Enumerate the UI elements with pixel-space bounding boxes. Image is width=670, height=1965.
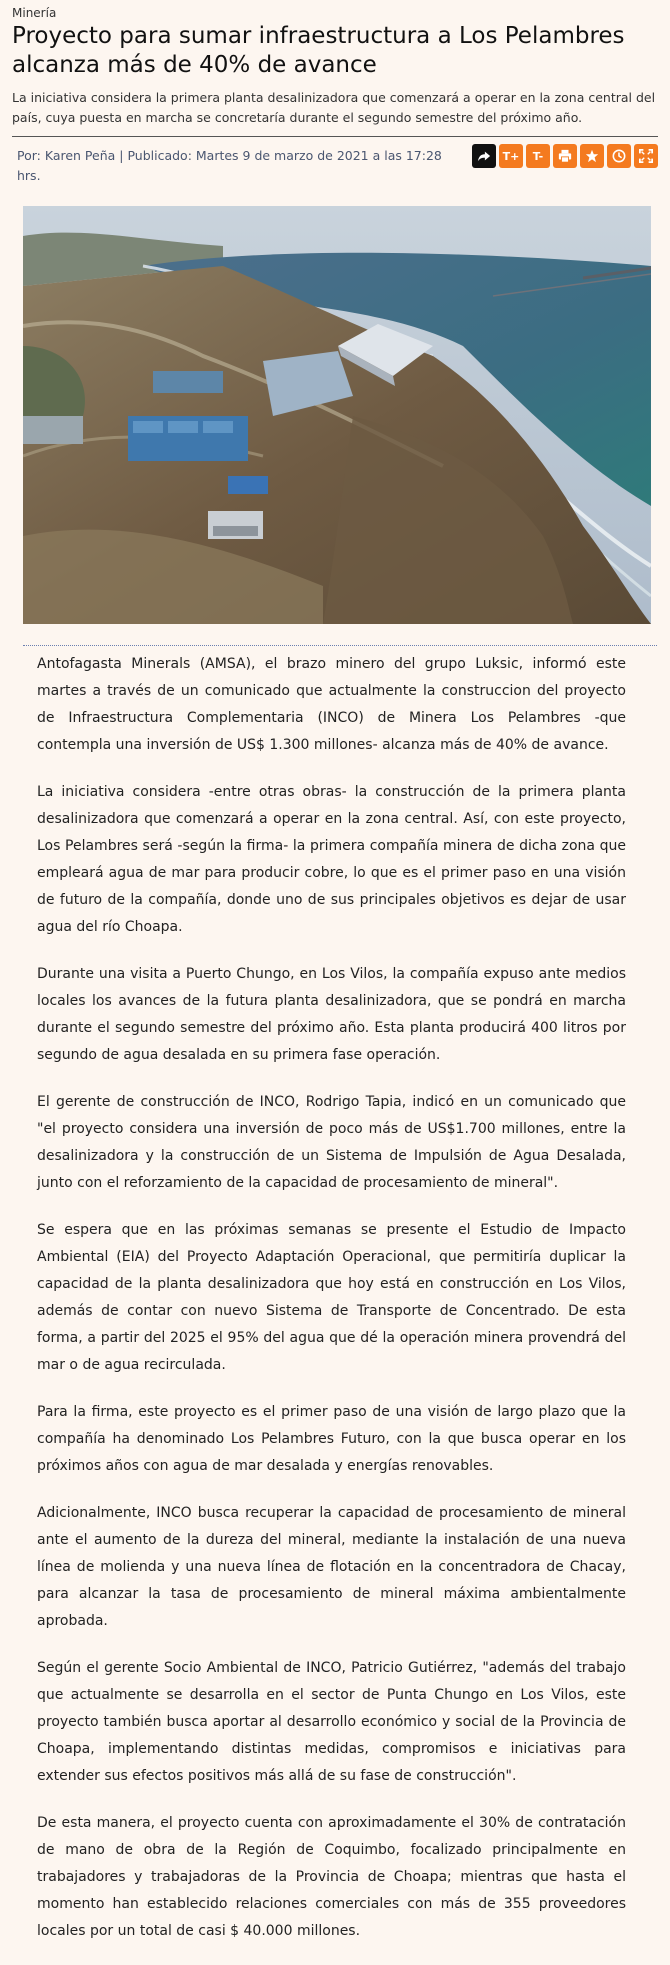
article-title: Proyecto para sumar infraestructura a Los Pelambres alcanza más de 40% de avance (12, 23, 625, 78)
aerial-desalination-plant-image (23, 206, 651, 624)
article-paragraph: Según el gerente Socio Ambiental de INCO, Patricio Gutiérrez, "además del trabajo que actualmente se desarrolla en el sector de Punta Chungo en Los Vilos, este proyecto también busca aportar al desarrollo económico y social de la Provincia de Choapa, implementando distintas medidas, compromisos e iniciativas para extender sus efectos positivos más allá de su fase de construcción". (37, 1660, 626, 1784)
article-paragraph: Se espera que en las próximas semanas se presente el Estudio de Impacto Ambiental (EIA) del Proyecto Adaptación Operacional, que permitiría duplicar la capacidad de la planta desalinizadora que hoy está en construcción en Los Vilos, además de contar con nuevo Sistema de Transporte de Concentrado. De esta forma, a partir del 2025 el 95% del agua que dé la operación minera provendrá del mar o de agua recirculada. (37, 1222, 626, 1373)
fullscreen-button[interactable] (634, 144, 658, 168)
article-paragraph: El gerente de construcción de INCO, Rodrigo Tapia, indicó en un comunicado que "el proyecto considera una inversión de poco más de US$1.700 millones, entre la desalinizadora y la construcción de un Sistema de Impulsión de Agua Desalada, junto con el reforzamiento de la capacidad de procesamiento de mineral". (37, 1094, 626, 1191)
article-paragraph: La iniciativa considera -entre otras obras- la construcción de la primera planta desalinizadora que comenzará a operar en la zona central. Así, con este proyecto, Los Pelambres será -según la firma- la primera compañía minera de dicha zona que empleará agua de mar para producir cobre, lo que es el primer paso en una visión de futuro de la compañía, donde uno de sus principales objetivos es dejar de usar agua del río Choapa. (37, 784, 626, 935)
article-paragraph: Para la firma, este proyecto es el primer paso de una visión de largo plazo que la compañía ha denominado Los Pelambres Futuro, con la que busca operar en los próximos años con agua de mar desalada y energías renovables. (37, 1404, 626, 1474)
article-paragraph: Adicionalmente, INCO busca recuperar la capacidad de procesamiento de mineral ante el aumento de la dureza del mineral, mediante la instalación de una nueva línea de molienda y una nueva línea de flotación en la concentradora de Chacay, para alcanzar la tasa de procesamiento de mineral máxima ambientalmente aprobada. (37, 1505, 626, 1629)
article-toolbar (472, 144, 658, 168)
font-decrease-button[interactable]: T- (526, 144, 550, 168)
article-paragraph: Antofagasta Minerals (AMSA), el brazo minero del grupo Luksic, informó este martes a través de un comunicado que actualmente la construccion del proyecto de Infraestructura Complementaria (INCO) de Minera Los Pelambres -que contempla una inversión de US$ 1.300 millones- alcanza más de 40% de avance. (37, 656, 626, 753)
clock-icon (612, 149, 626, 163)
article-paragraph: De esta manera, el proyecto cuenta con aproximadamente el 30% de contratación de mano de obra de la Región de Coquimbo, focalizado principalmente en trabajadores y trabajadoras de la Provincia de Choapa; mientras que hasta el momento han establecido relaciones comerciales con más de 355 proveedores locales por un total de casi $ 40.000 millones. (37, 1815, 626, 1939)
star-icon (585, 149, 599, 163)
article-category[interactable]: Minería (12, 6, 57, 20)
fullscreen-icon (639, 149, 653, 163)
favorite-button[interactable] (580, 144, 604, 168)
print-button[interactable] (553, 144, 577, 168)
photo-divider (23, 645, 657, 646)
article-paragraph: Durante una visita a Puerto Chungo, en Los Vilos, la compañía expuso ante medios locales los avances de la futura planta desalinizadora, que se pondrá en marcha durante el segundo semestre del próximo año. Esta planta producirá 400 litros por segundo de agua desalada en su primera fase operación. (37, 966, 626, 1063)
font-increase-button[interactable]: T+ (499, 144, 523, 168)
share-icon (477, 149, 491, 163)
article-subtitle: La iniciativa considera la primera planta desalinizadora que comenzará a operar en la zona central del país, cuya puesta en marcha se concretaría durante el segundo semestre del próximo año. (12, 90, 656, 125)
share-button[interactable] (472, 144, 496, 168)
article-byline: Por: Karen Peña | Publicado: Martes 9 de marzo de 2021 a las 17:28 hrs. (17, 148, 442, 183)
header-divider (12, 136, 658, 137)
article-body (37, 651, 626, 1965)
print-icon (558, 149, 572, 163)
history-button[interactable] (607, 144, 631, 168)
article-photo (23, 206, 651, 624)
